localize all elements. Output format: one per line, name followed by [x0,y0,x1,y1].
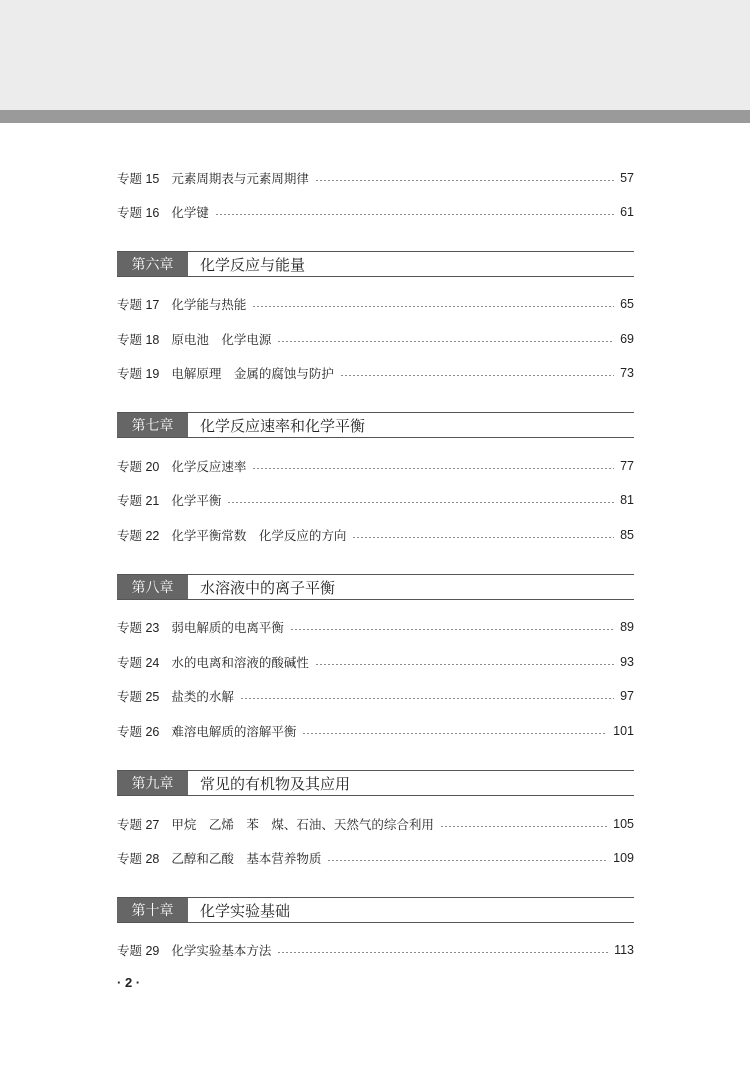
dot-leader [340,375,614,376]
toc-entry[interactable] [117,525,634,545]
dot-leader [315,664,614,665]
entry-page: 85 [620,528,634,542]
entry-page: 69 [620,332,634,346]
entry-page: 73 [620,366,634,380]
dot-leader [277,341,614,342]
entry-number: 专题 15 [117,172,160,186]
chapter-heading [117,897,634,923]
header-strip [0,110,750,123]
chapter-label: 第八章 [117,575,188,599]
chapter-heading [117,412,634,438]
toc-entry[interactable] [117,329,634,349]
chapter-title: 化学反应速率和化学平衡 [200,417,366,435]
entry-number: 专题 20 [117,460,160,474]
chapter-heading [117,770,634,796]
entry-page: 81 [620,493,634,507]
dot-leader [315,180,614,181]
entry-number: 专题 27 [117,818,160,832]
toc-entry[interactable] [117,363,634,383]
entry-title: 盐类的水解 [171,690,234,704]
toc-entry[interactable] [117,294,634,314]
toc-entry[interactable] [117,202,634,222]
entry-page: 61 [620,205,634,219]
dot-leader [302,733,607,734]
entry-page: 101 [613,724,634,738]
entry-title: 难溶电解质的溶解平衡 [171,725,297,739]
entry-page: 77 [620,459,634,473]
entry-page: 105 [613,817,634,831]
entry-title: 电解原理 金属的腐蚀与防护 [171,367,334,381]
entry-title: 化学反应速率 [171,460,247,474]
dot-leader [327,860,607,861]
entry-title: 化学能与热能 [171,298,247,312]
toc-entry[interactable] [117,456,634,476]
entry-page: 113 [614,943,634,957]
entry-title: 原电池 化学电源 [171,333,272,347]
entry-title: 化学平衡 [171,494,222,508]
dot-leader [227,502,614,503]
entry-number: 专题 22 [117,529,160,543]
entry-title: 元素周期表与元素周期律 [171,172,309,186]
entry-page: 65 [620,297,634,311]
entry-page: 93 [620,655,634,669]
chapter-label: 第七章 [117,413,188,437]
dot-leader [215,214,614,215]
toc-entry[interactable] [117,721,634,741]
dot-leader [252,306,614,307]
entry-number: 专题 23 [117,621,160,635]
entry-page: 57 [620,171,634,185]
entry-page: 97 [620,689,634,703]
entry-number: 专题 29 [117,944,160,958]
entry-number: 专题 17 [117,298,160,312]
chapter-title: 水溶液中的离子平衡 [200,579,336,597]
toc-entry[interactable] [117,490,634,510]
toc-entry[interactable] [117,168,634,188]
entry-title: 乙醇和乙酸 基本营养物质 [171,852,322,866]
chapter-title: 化学反应与能量 [200,256,306,274]
toc-entry[interactable] [117,814,634,834]
entry-number: 专题 25 [117,690,160,704]
chapter-title: 化学实验基础 [200,902,291,920]
entry-number: 专题 16 [117,206,160,220]
dot-leader [440,826,607,827]
chapter-heading [117,574,634,600]
entry-number: 专题 26 [117,725,160,739]
dot-leader [240,698,614,699]
entry-title: 水的电离和溶液的酸碱性 [171,656,309,670]
chapter-label: 第十章 [117,898,188,922]
dot-leader [290,629,614,630]
toc-entry[interactable] [117,848,634,868]
chapter-heading [117,251,634,277]
header-band [0,0,750,110]
dot-leader [352,537,614,538]
entry-title: 化学平衡常数 化学反应的方向 [171,529,347,543]
toc-entry[interactable] [117,652,634,672]
toc-entry[interactable] [117,617,634,637]
dot-leader [277,952,608,953]
toc-entry[interactable] [117,940,634,960]
entry-number: 专题 21 [117,494,160,508]
entry-title: 甲烷 乙烯 苯 煤、石油、天然气的综合利用 [171,818,434,832]
entry-number: 专题 24 [117,656,160,670]
entry-number: 专题 28 [117,852,160,866]
chapter-title: 常见的有机物及其应用 [200,775,351,793]
dot-leader [252,468,614,469]
entry-title: 化学实验基本方法 [171,944,272,958]
entry-page: 89 [620,620,634,634]
page-number: · 2 · [117,975,141,990]
chapter-label: 第六章 [117,252,188,276]
chapter-label: 第九章 [117,771,188,795]
entry-page: 109 [613,851,634,865]
entry-title: 化学键 [171,206,209,220]
entry-title: 弱电解质的电离平衡 [171,621,284,635]
toc-entry[interactable] [117,686,634,706]
entry-number: 专题 18 [117,333,160,347]
entry-number: 专题 19 [117,367,160,381]
